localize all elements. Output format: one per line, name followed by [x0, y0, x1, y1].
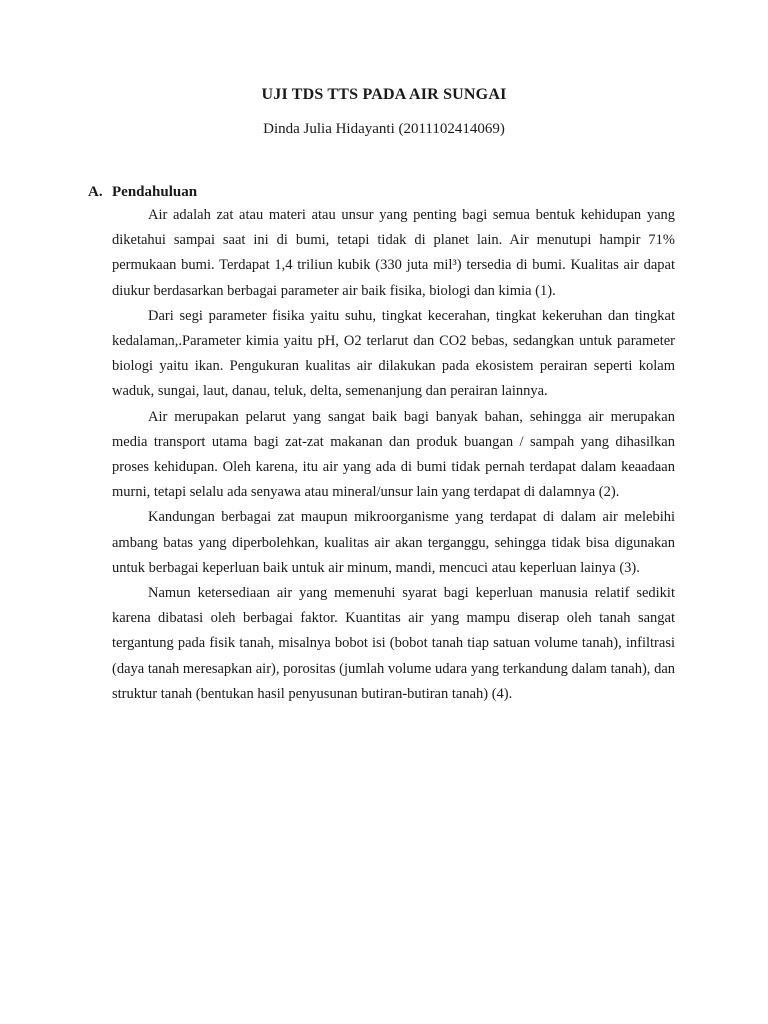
document-title: UJI TDS TTS PADA AIR SUNGAI: [261, 86, 507, 103]
section-heading: [88, 184, 197, 201]
body-text: [112, 203, 675, 707]
author-line: Dinda Julia Hidayanti (2011102414069): [263, 121, 505, 137]
section-title: Pendahuluan: [112, 184, 198, 200]
paragraph: Dari segi parameter fisika yaitu suhu, tingkat kecerahan, tingkat kekeruhan dan tingkat kedalaman,.Parameter kimia yaitu pH, O2 terlarut dan CO2 bebas, sedangkan untuk parameter biologi yaitu ikan. Pengukuran kualitas air dilakukan pada ekosistem perairan seperti kolam waduk, sungai, laut, danau, teluk, delta, semenanjung dan perairan lainnya.: [112, 307, 675, 400]
paragraph: Namun ketersediaan air yang memenuhi syarat bagi keperluan manusia relatif sedikit karena dibatasi oleh berbagai faktor. Kuantitas air yang mampu diserap oleh tanah sangat tergantung pada fisik tanah, misalnya bobot isi (bobot tanah tiap satuan volume tanah), infiltrasi (daya tanah meresapkan air), porositas (jumlah volume udara yang terkandung dalam tanah), dan struktur tanah (bentukan hasil penyusunan butiran-butiran tanah) (4).: [112, 585, 675, 702]
paragraph: Air adalah zat atau materi atau unsur yang penting bagi semua bentuk kehidupan yang diketahui sampai saat ini di bumi, tetapi tidak di planet lain. Air menutupi hampir 71% permukaan bumi. Terdapat 1,4 triliun kubik (330 juta mil³) tersedia di bumi. Kualitas air dapat diukur berdasarkan berbagai parameter air baik fisika, biologi dan kimia (1).: [112, 207, 675, 299]
paragraph: Kandungan berbagai zat maupun mikroorganisme yang terdapat di dalam air melebihi ambang batas yang diperbolehkan, kualitas air akan terganggu, sehingga tidak bisa digunakan untuk berbagai keperluan baik untuk air minum, mandi, mencuci atau keperluan lainya (3).: [112, 509, 675, 576]
paragraph: Air merupakan pelarut yang sangat baik bagi banyak bahan, sehingga air merupakan media transport utama bagi zat-zat makanan dan produk buangan / sampah yang dihasilkan proses kehidupan. Oleh karena, itu air yang ada di bumi tidak pernah terdapat dalam keaadaan murni, tetapi selalu ada senyawa atau mineral/unsur lain yang terdapat di dalamnya (2).: [112, 408, 675, 501]
section-letter: A.: [88, 184, 103, 200]
